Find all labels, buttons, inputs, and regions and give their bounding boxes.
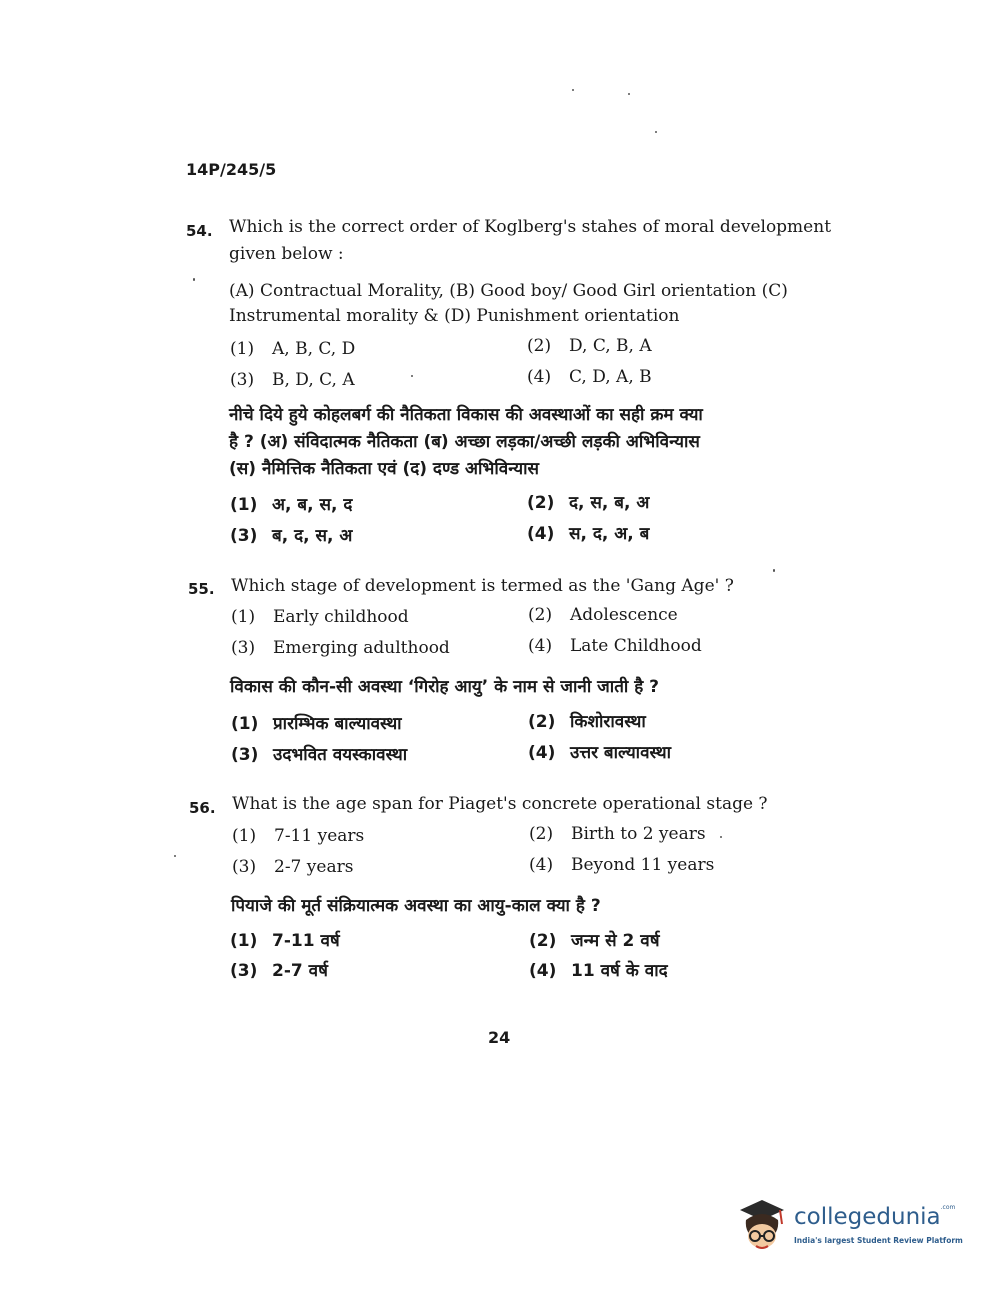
hindi-question-line: नीचे दिये हुये कोहलबर्ग की नैतिकता विकास की अवस्थाओं का सही क्रम क्या: [229, 405, 703, 425]
hindi-question-line: विकास की कौन-सी अवस्था ‘गिरोह आयु’ के नाम से जानी जाती है ?: [230, 677, 660, 697]
option-3: (3) 2-7 years: [232, 857, 354, 877]
scan-speck: [193, 278, 195, 281]
question-number: 55.: [188, 580, 215, 598]
option-4: (4) C, D, A, B: [527, 367, 652, 387]
scan-speck: [572, 89, 574, 91]
hindi-option-1: (1) प्रारम्भिक बाल्यावस्था: [231, 714, 402, 734]
hindi-question-line: पियाजे की मूर्त संक्रियात्मक अवस्था का आयु-काल क्या है ?: [231, 896, 601, 916]
logo-wordmark: collegedunia$^{.com}$: [794, 1204, 956, 1230]
hindi-option-3: (3) 2-7 वर्ष: [230, 961, 328, 981]
hindi-option-2: (2) द, स, ब, अ: [527, 493, 650, 513]
question-text-line: given below :: [229, 244, 344, 264]
option-1: (1) A, B, C, D: [230, 339, 356, 359]
question-text-line: Which is the correct order of Koglberg's stahes of moral development: [229, 217, 832, 237]
mascot-icon: [736, 1196, 792, 1258]
hindi-option-3: (3) उदभवित वयस्कावस्था: [231, 745, 408, 765]
option-3: (3) Emerging adulthood: [231, 638, 450, 658]
collegedunia-logo: [736, 1196, 966, 1258]
hindi-option-2: (2) जन्म से 2 वर्ष: [529, 931, 660, 951]
question-number: 56.: [189, 799, 216, 817]
scan-speck: [174, 855, 176, 857]
option-2: (2) Birth to 2 years: [529, 824, 706, 844]
question-text-line: Which stage of development is termed as the 'Gang Age' ?: [231, 576, 734, 596]
option-2: (2) D, C, B, A: [527, 336, 652, 356]
option-1: (1) Early childhood: [231, 607, 409, 627]
option-3: (3) B, D, C, A: [230, 370, 355, 390]
hindi-option-2: (2) किशोरावस्था: [528, 712, 646, 732]
page-code: 14P/245/5: [186, 160, 277, 179]
hindi-option-3: (3) ब, द, स, अ: [230, 526, 353, 546]
hindi-option-4: (4) 11 वर्ष के वाद: [529, 961, 668, 981]
hindi-option-1: (1) 7-11 वर्ष: [230, 931, 340, 951]
question-sub-line: Instrumental morality & (D) Punishment orientation: [229, 306, 680, 326]
hindi-option-4: (4) स, द, अ, ब: [527, 524, 650, 544]
scan-speck: [411, 375, 413, 377]
scan-speck: [628, 93, 630, 95]
option-2: (2) Adolescence: [528, 605, 678, 625]
scan-speck: [720, 836, 722, 838]
hindi-question-line: है ? (अ) संविदात्मक नैतिकता (ब) अच्छा लड़का/अच्छी लड़की अभिविन्यास: [229, 432, 700, 452]
hindi-question-line: (स) नैमित्तिक नैतिकता एवं (द) दण्ड अभिविन्यास: [229, 459, 540, 479]
logo-tagline: India's largest Student Review Platform: [794, 1236, 963, 1245]
question-number: 54.: [186, 222, 213, 240]
option-4: (4) Beyond 11 years: [529, 855, 715, 875]
question-text-line: What is the age span for Piaget's concrete operational stage ?: [232, 794, 768, 814]
option-4: (4) Late Childhood: [528, 636, 702, 656]
question-sub-line: (A) Contractual Morality, (B) Good boy/ Good Girl orientation (C): [229, 281, 788, 301]
page-number: 24: [488, 1028, 511, 1047]
hindi-option-1: (1) अ, ब, स, द: [230, 495, 353, 515]
scan-speck: [655, 131, 657, 133]
hindi-option-4: (4) उत्तर बाल्यावस्था: [528, 743, 672, 763]
option-1: (1) 7-11 years: [232, 826, 365, 846]
scan-speck: [773, 569, 775, 572]
